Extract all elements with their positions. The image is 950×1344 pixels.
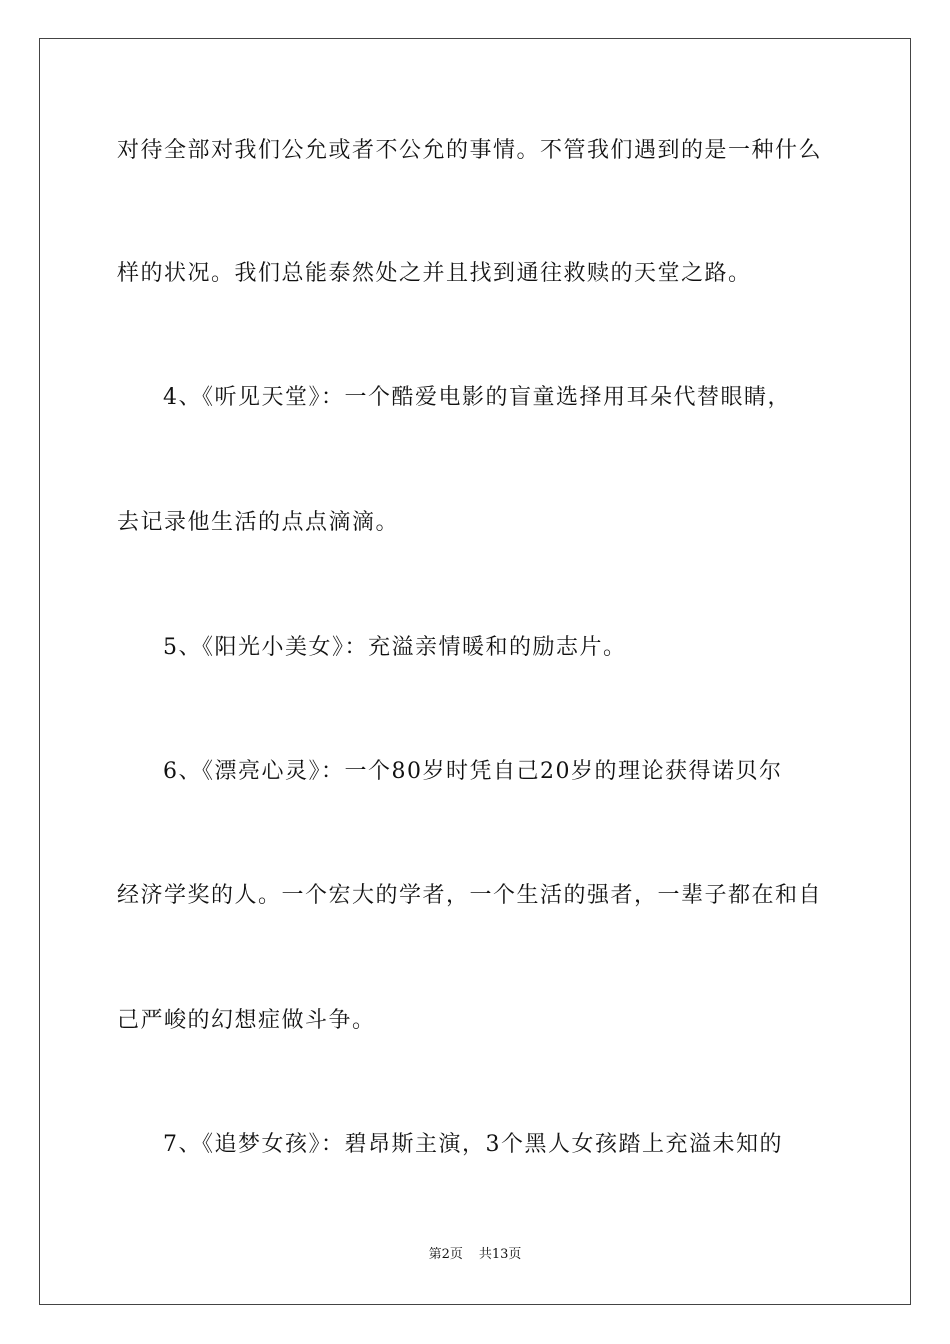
page-total: 共13页: [478, 1247, 522, 1262]
text-line-1: 对待全部对我们公允或者不公允的事情。不管我们遇到的是一种什么: [117, 138, 823, 163]
text-line-6: 6、《漂亮心灵》：一个80岁时凭自己20岁的理论获得诺贝尔: [163, 759, 783, 784]
text-line-2: 样的状况。我们总能泰然处之并且找到通往救赎的天堂之路。: [117, 261, 752, 286]
text-line-8: 己严峻的幻想症做斗争。: [117, 1008, 376, 1033]
text-line-5: 5、《阳光小美女》：充溢亲情暖和的励志片。: [163, 635, 627, 660]
text-line-4: 去记录他生活的点点滴滴。: [117, 510, 400, 535]
text-line-7: 经济学奖的人。一个宏大的学者，一个生活的强者，一辈子都在和自: [117, 883, 823, 908]
text-line-9: 7、《追梦女孩》：碧昂斯主演，3个黑人女孩踏上充溢未知的: [163, 1132, 783, 1157]
page-number: 第2页: [428, 1247, 463, 1262]
text-line-3: 4、《听见天堂》：一个酷爱电影的盲童选择用耳朵代替眼睛，: [163, 385, 791, 410]
page-border: [39, 38, 911, 1305]
page-footer: [0, 1246, 950, 1264]
